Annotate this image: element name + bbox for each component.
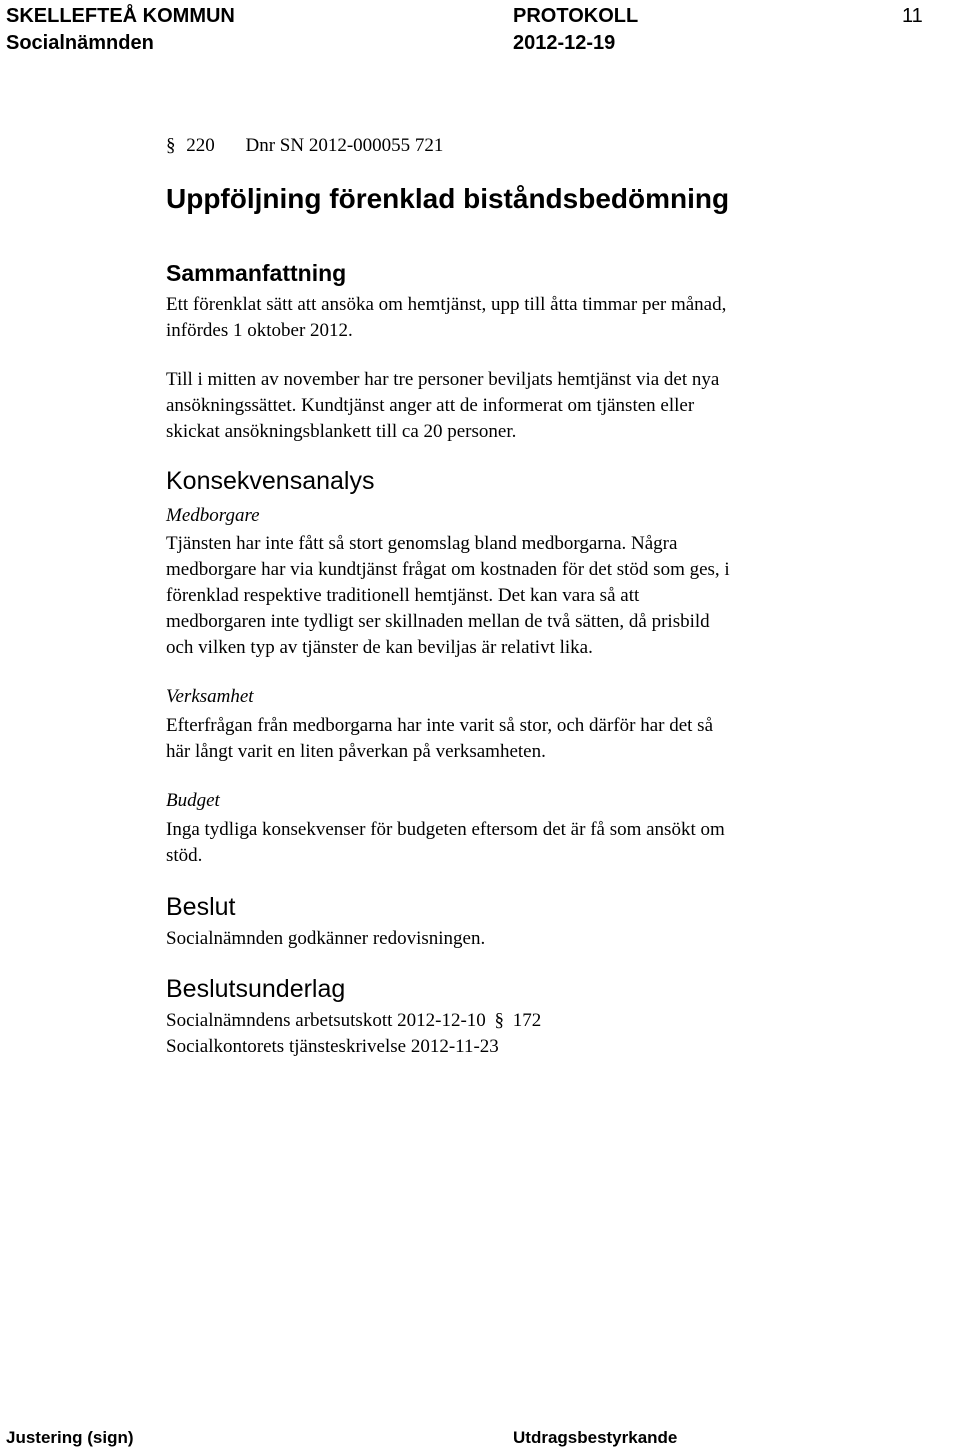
medborgare-heading: Medborgare xyxy=(166,505,260,526)
konsekvensanalys-heading: Konsekvensanalys xyxy=(166,467,375,495)
committee-name: Socialnämnden xyxy=(6,32,154,54)
text-line: infördes 1 oktober 2012. xyxy=(166,320,353,341)
text-line: förenklad respektive traditionell hemtjänst. Det kan vara så att xyxy=(166,585,640,606)
organization-name: SKELLEFTEÅ KOMMUN xyxy=(6,5,235,27)
text-line: Efterfrågan från medborgarna har inte varit så stor, och därför har det så xyxy=(166,715,714,736)
beslut-heading: Beslut xyxy=(166,893,236,921)
beslut-text: Socialnämnden godkänner redovisningen. xyxy=(166,928,486,949)
text-line: Till i mitten av november har tre personer beviljats hemtjänst via det nya xyxy=(166,369,720,390)
verksamhet-paragraph xyxy=(166,713,846,765)
footer-utdragsbestyrkande: Utdragsbestyrkande xyxy=(513,1428,678,1447)
text-line: ansökningssättet. Kundtjänst anger att de informerat om tjänsten eller xyxy=(166,395,695,416)
text-line: Ett förenklat sätt att ansöka om hemtjänst, upp till åtta timmar per månad, xyxy=(166,294,727,315)
document-type: PROTOKOLL xyxy=(513,5,639,27)
text-line: här långt varit en liten påverkan på verksamheten. xyxy=(166,741,546,762)
budget-heading: Budget xyxy=(166,790,220,811)
text-line: Inga tydliga konsekvenser för budgeten eftersom det är få som ansökt om xyxy=(166,819,725,840)
text-line: skickat ansökningsblankett till ca 20 personer. xyxy=(166,421,517,442)
text-line: och vilken typ av tjänster de kan beviljas är relativt lika. xyxy=(166,637,593,658)
beslutsunderlag-item: Socialkontorets tjänsteskrivelse 2012-11-23 xyxy=(166,1036,499,1057)
beslutsunderlag-list xyxy=(166,1008,846,1060)
medborgare-paragraph xyxy=(166,531,846,661)
paragraph-reference xyxy=(166,133,443,159)
beslutsunderlag-item xyxy=(166,1008,846,1034)
paragraph-sign: § xyxy=(494,1010,505,1031)
text-line: stöd. xyxy=(166,845,203,866)
text-line: medborgaren inte tydligt ser skillnaden mellan de två sätten, då prisbild xyxy=(166,611,710,632)
paragraph-number: 220 xyxy=(186,135,215,156)
page-title: Uppföljning förenklad biståndsbedömning xyxy=(166,183,730,214)
item-number: 172 xyxy=(512,1010,542,1031)
text-line: medborgare har via kundtjänst frågat om kostnaden för det stöd som ges, i xyxy=(166,559,730,580)
budget-paragraph xyxy=(166,817,846,869)
dnr: Dnr SN 2012-000055 721 xyxy=(245,135,444,156)
sammanfattning-paragraph-2 xyxy=(166,367,846,445)
page-number: 11 xyxy=(902,5,923,27)
paragraph-sign: § xyxy=(166,135,176,156)
verksamhet-heading: Verksamhet xyxy=(166,686,254,707)
footer-justering: Justering (sign) xyxy=(6,1428,134,1447)
item-text: Socialnämndens arbetsutskott 2012-12-10 xyxy=(166,1010,486,1031)
meeting-date: 2012-12-19 xyxy=(513,32,616,54)
sammanfattning-heading: Sammanfattning xyxy=(166,260,347,286)
text-line: Tjänsten har inte fått så stort genomslag bland medborgarna. Några xyxy=(166,533,678,554)
beslutsunderlag-heading: Beslutsunderlag xyxy=(166,975,346,1003)
sammanfattning-paragraph-1 xyxy=(166,292,846,344)
